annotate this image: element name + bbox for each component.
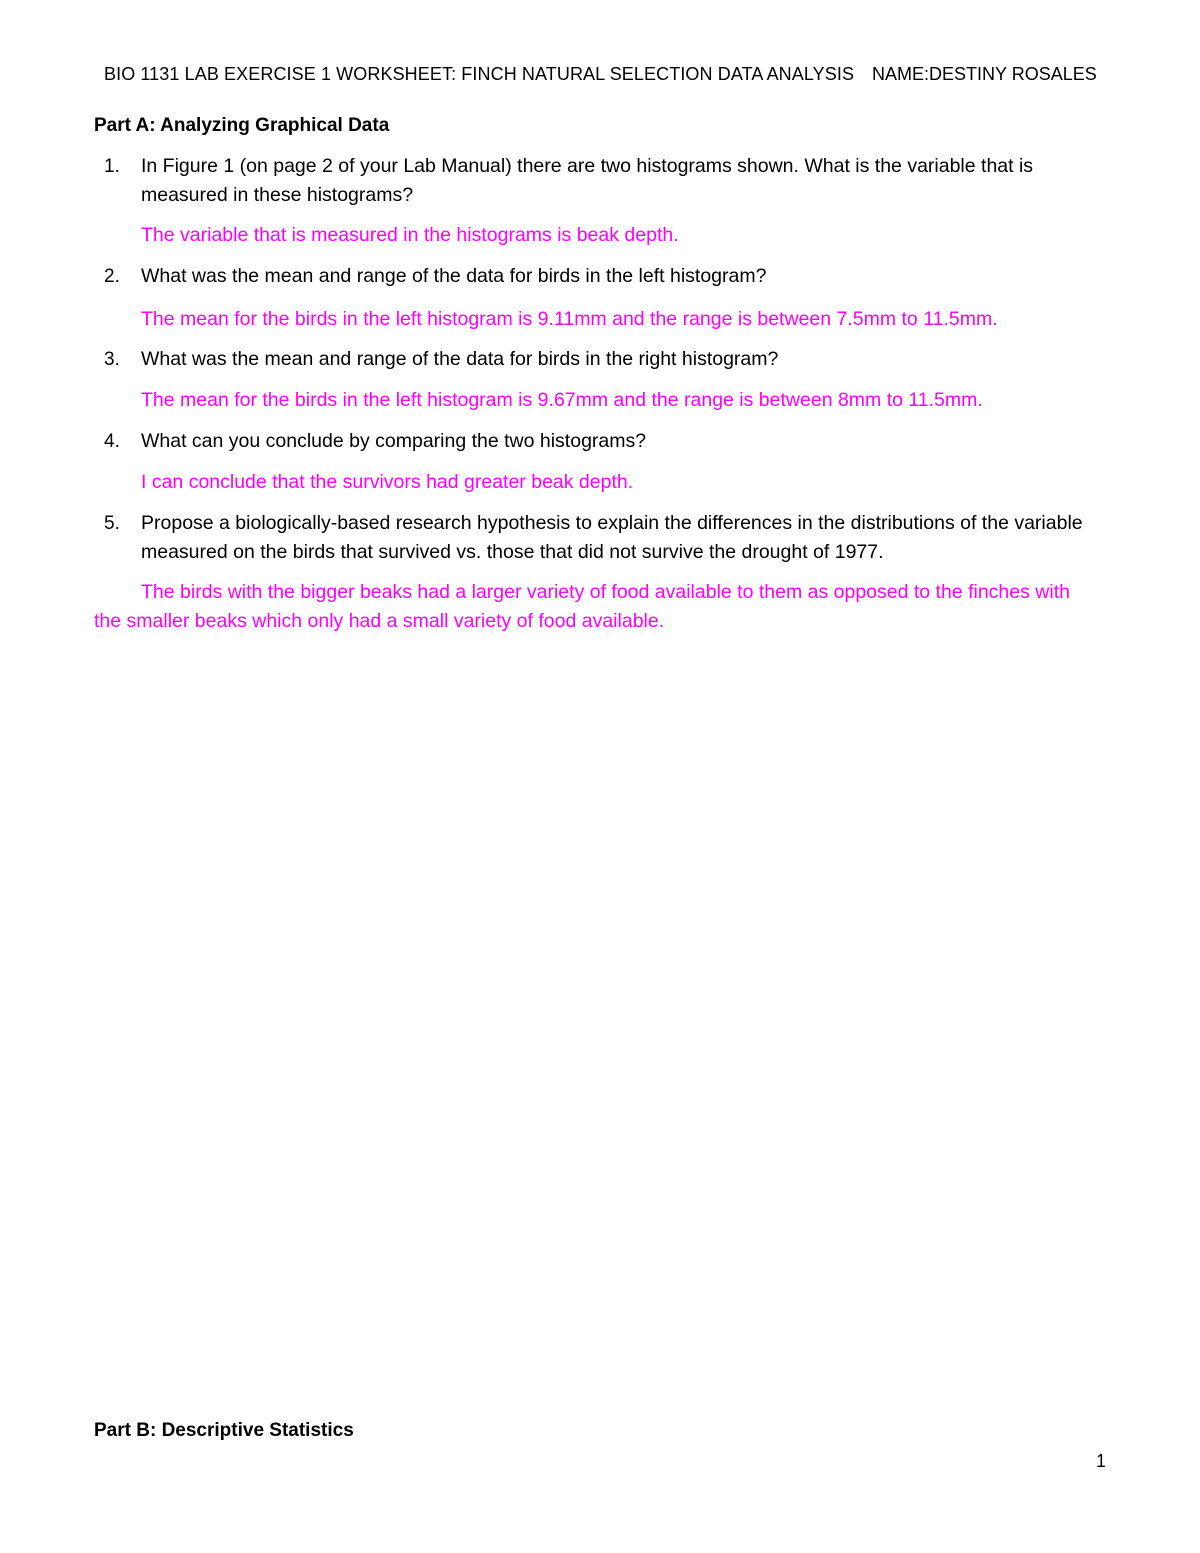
header-title: BIO 1131 LAB EXERCISE 1 WORKSHEET: FINCH NATURAL SELECTION DATA ANALYSIS [104,64,855,84]
question-3-text: What was the mean and range of the data for birds in the right histogram? [141,348,779,370]
question-1-number: 1. [104,156,120,177]
answer-1: The variable that is measured in the histograms is beak depth. [141,224,679,246]
question-2-number: 2. [104,266,120,287]
question-4-text: What can you conclude by comparing the two histograms? [141,430,647,452]
part-b-title: Part B: Descriptive Statistics [94,1420,354,1441]
header-student-name: NAME:DESTINY ROSALES [872,64,1097,84]
answer-3: The mean for the birds in the left histogram is 9.67mm and the range is between 8mm to 11.5mm. [141,389,983,411]
answer-2: The mean for the birds in the left histogram is 9.11mm and the range is between 7.5mm to 11.5mm. [141,308,998,330]
question-1-text: In Figure 1 (on page 2 of your Lab Manual) there are two histograms shown. What is the variable that is measured in these histograms? [141,155,1034,206]
question-4-number: 4. [104,431,120,452]
question-5-text: Propose a biologically-based research hypothesis to explain the differences in the distributions of the variable measured on the birds that survived vs. those that did not survive the drought of 1977. [141,512,1083,563]
question-5-number: 5. [104,513,120,534]
part-a-title: Part A: Analyzing Graphical Data [94,115,390,136]
answer-4: I can conclude that the survivors had greater beak depth. [141,471,634,493]
page-number: 1 [1095,1451,1106,1471]
question-3-number: 3. [104,349,120,370]
question-2-text: What was the mean and range of the data for birds in the left histogram? [141,265,767,287]
answer-5: The birds with the bigger beaks had a larger variety of food available to them as opposed to the finches with the smaller beaks which only had a small variety of food available. [94,581,1070,632]
